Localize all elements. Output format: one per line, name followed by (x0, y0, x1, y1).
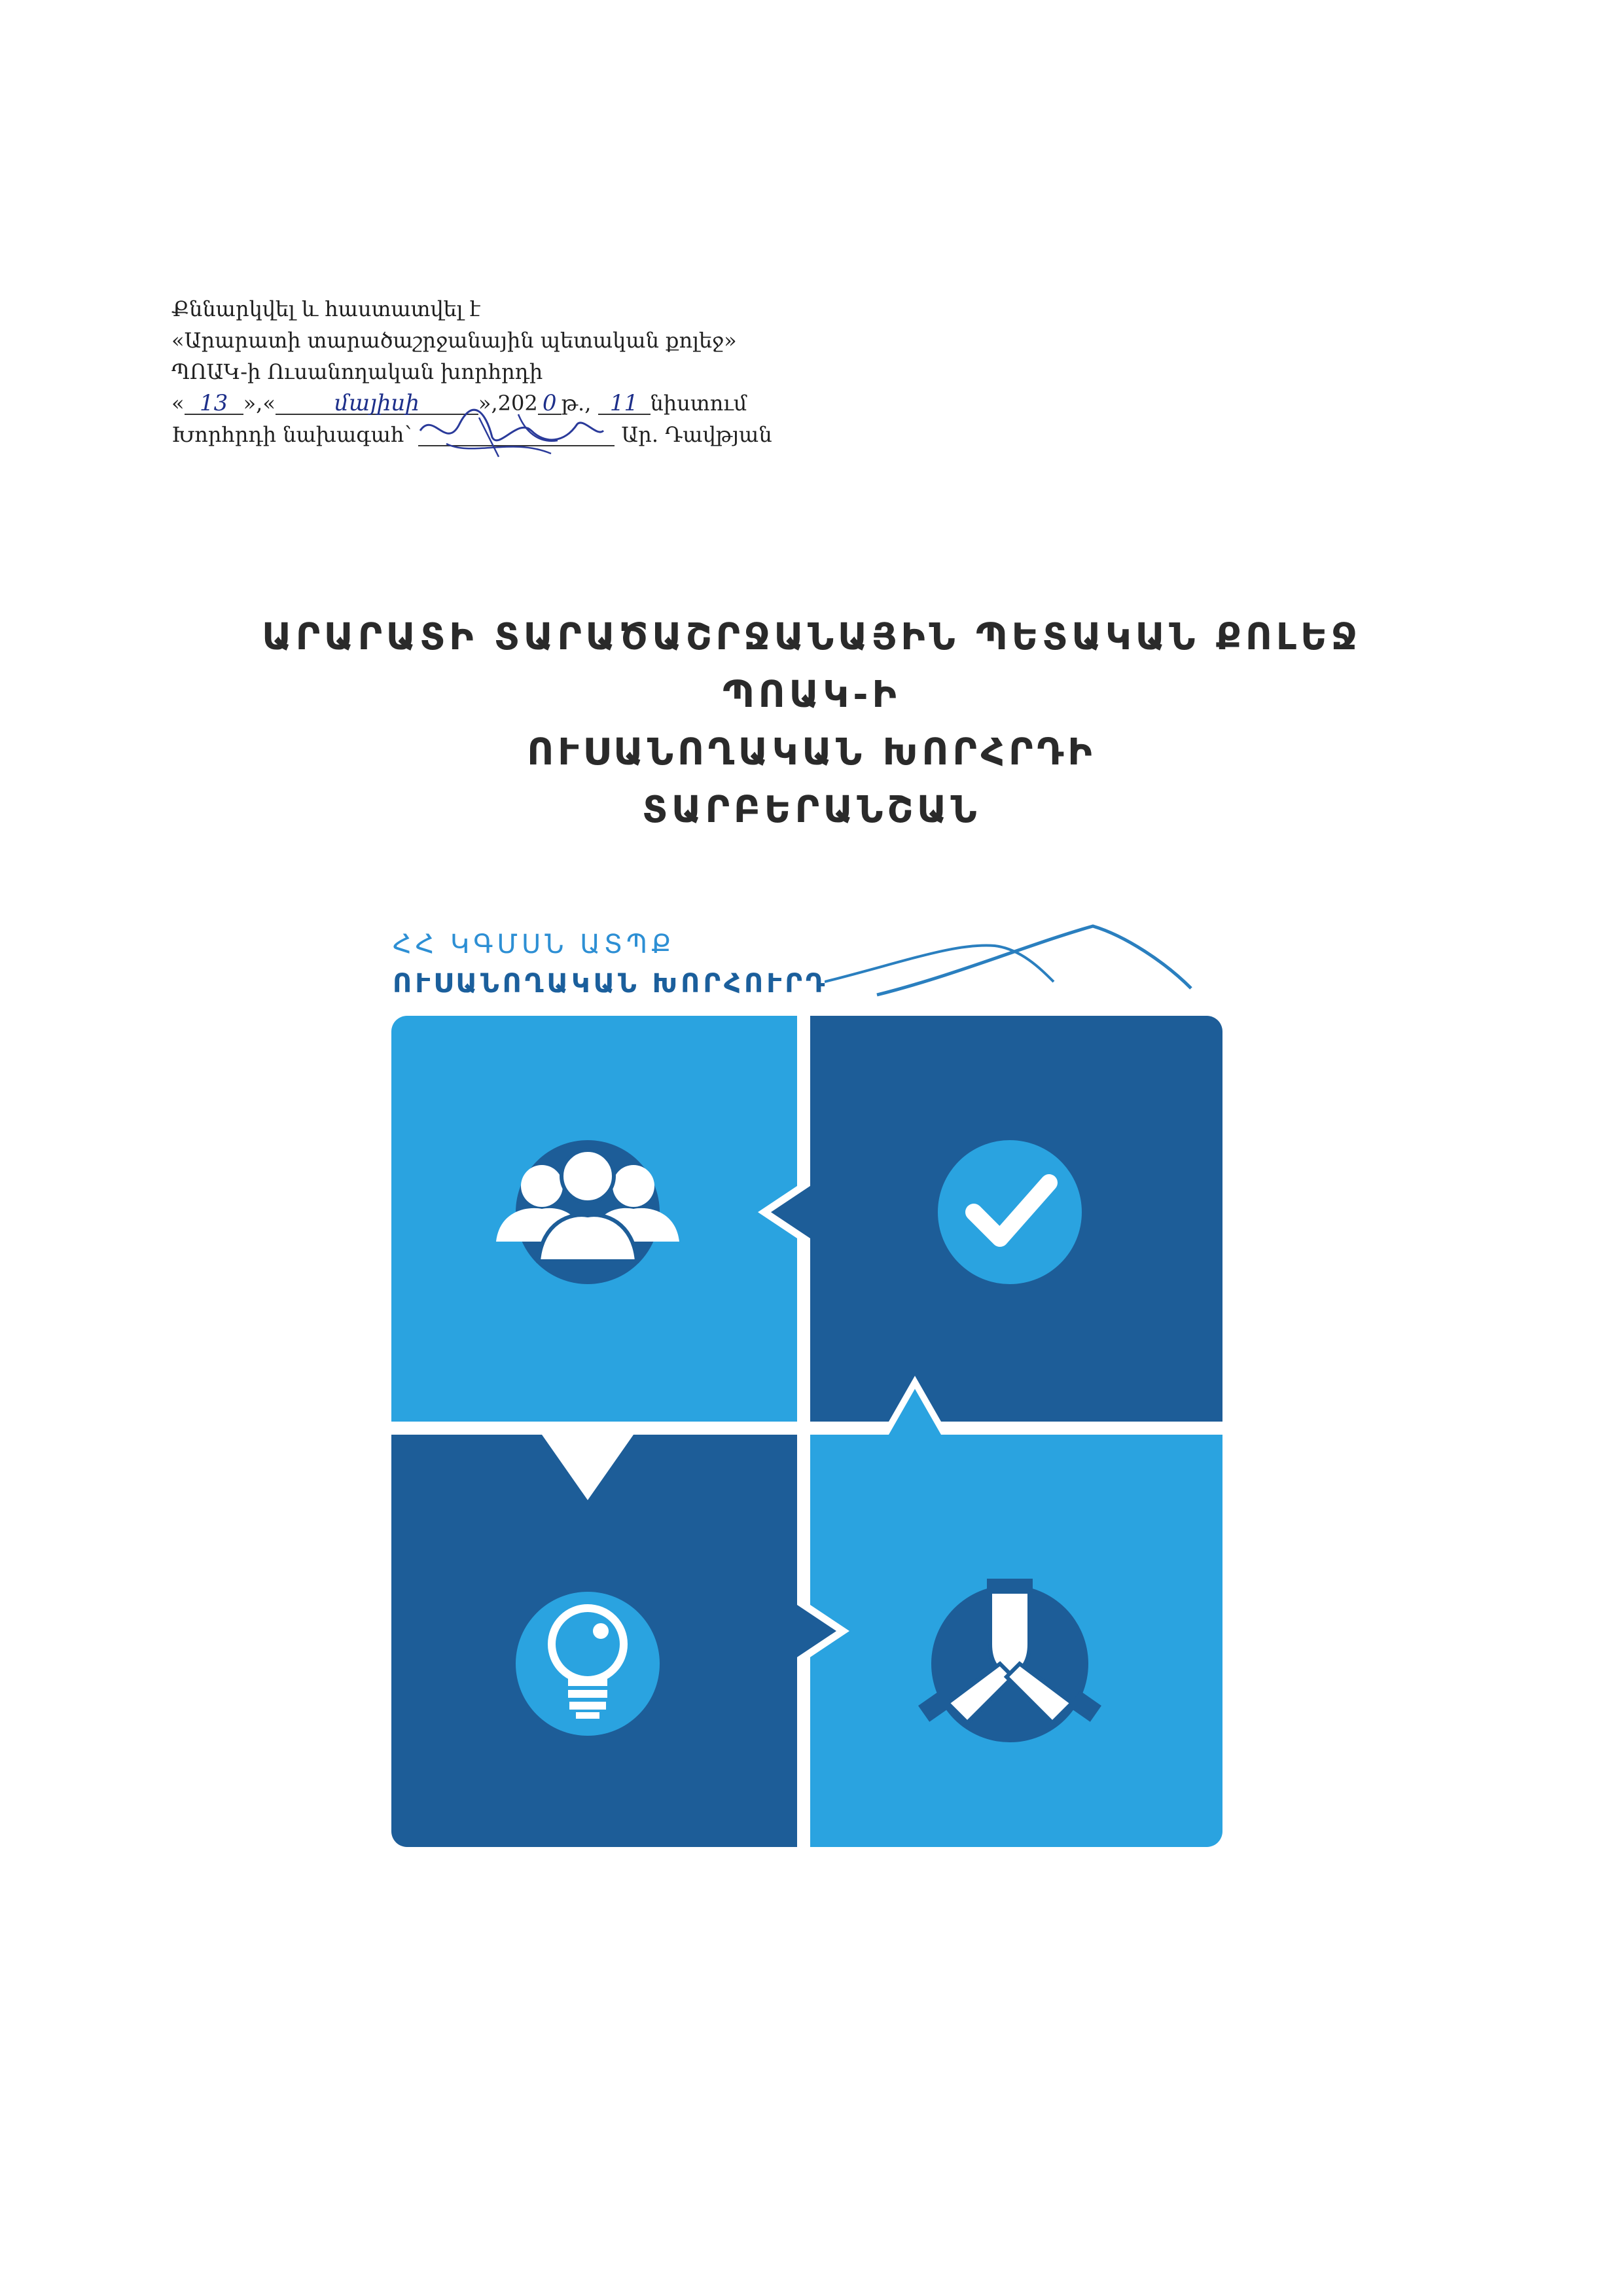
signature-image (407, 404, 616, 463)
document-title (0, 609, 1623, 839)
title-line-2: ՊՈԱԿ-Ի (722, 673, 901, 716)
approval-line-3: ՊՈԱԿ-ի Ուսանողական խորհրդի (171, 359, 543, 384)
date-open: « (171, 391, 185, 416)
chair-name: Ար. Դավթյան (621, 422, 772, 447)
approval-line-2: «Արարատի տարածաշրջանային պետական քոլեջ» (171, 328, 737, 353)
session-number: 11 (598, 387, 651, 415)
checkmark-icon (938, 1140, 1082, 1284)
title-line-4: ՏԱՐԲԵՐԱՆՇԱՆ (642, 789, 981, 831)
logo-text-line-1: ՀՀ ԿԳՄՍՆ ԱՏՊՔ (393, 929, 675, 960)
mountains-icon (825, 916, 1204, 1014)
title-line-3: ՈՒՍԱՆՈՂԱԿԱՆ ԽՈՐՀՐԴԻ (527, 731, 1096, 774)
date-year-suffix: թ., (561, 391, 592, 416)
date-year-text: »,202 (478, 391, 538, 416)
lightbulb-icon (516, 1592, 660, 1736)
logo-text-line-2: ՈՒՍԱՆՈՂԱԿԱՆ ԽՈՐՀՈՒՐԴ (393, 969, 829, 999)
council-logo (391, 1016, 1222, 1847)
date-day: 13 (185, 387, 243, 415)
chair-label: Խորհրդի նախագահ՝ (171, 422, 412, 447)
date-month: մայիսի (276, 387, 478, 415)
title-line-1: ԱՐԱՐԱՏԻ ՏԱՐԱԾԱՇՐՋԱՆԱՅԻՆ ՊԵՏԱԿԱՆ ՔՈԼԵՋ (262, 616, 1361, 658)
logo-header (393, 916, 1211, 1014)
date-sep: »,« (243, 391, 276, 416)
approval-chair-line (171, 419, 772, 450)
approval-block (171, 293, 772, 450)
session-label: նիստում (650, 391, 747, 416)
approval-line-1: Քննարկվել և հաստատվել է (171, 296, 480, 321)
date-year-digit: 0 (538, 387, 562, 415)
